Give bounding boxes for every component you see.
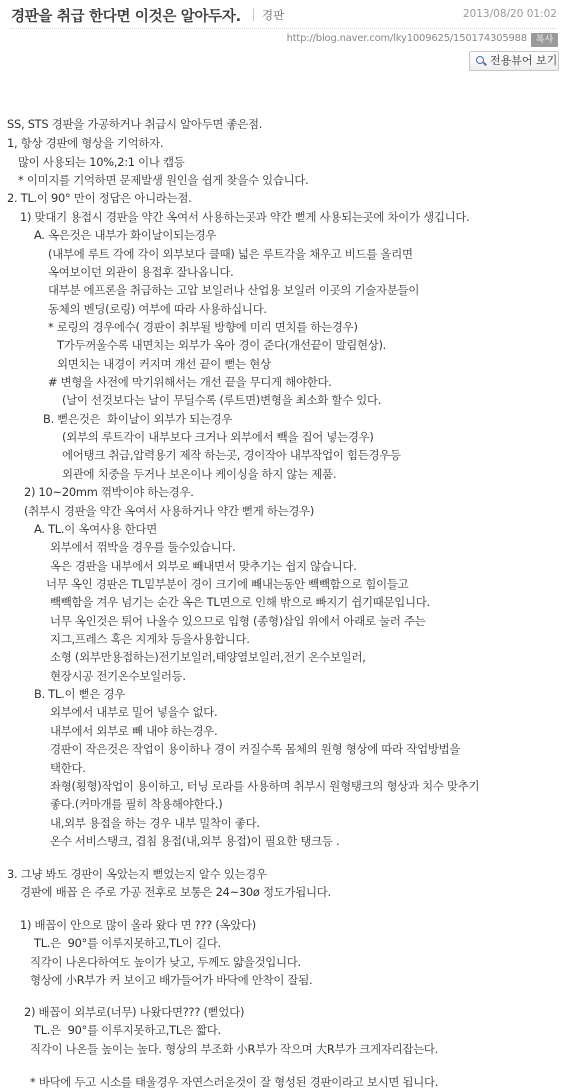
body-line: 많이 사용되는 10%,2:1 이나 캡등 (18, 154, 185, 169)
body-line: A. TL.이 옥여사용 한다면 (34, 521, 158, 536)
body-line: 온수 서비스탱크, 겹침 용접(내,외부 용접)이 필요한 탱크등 . (50, 833, 340, 848)
body-line: 택한다. (50, 760, 86, 775)
body-line: 옥은 경판을 내부에서 외부로 빼내면서 맞추기는 쉽지 않습니다. (50, 558, 357, 573)
body-line: 3. 그냥 봐도 경판이 옥았는지 뻗었는지 알수 있는경우 (7, 866, 267, 881)
body-line: 2) 10~20mm 꺾박이야 하는경우. (24, 485, 194, 500)
body-line: 2. TL.이 90° 만이 정답은 아니라는점. (7, 191, 192, 206)
body-line: 좋다.(커마개를 필히 착용해야한다.) (50, 797, 223, 812)
post-title: 경판을 취급 한다면 이것은 알아두자. (11, 9, 241, 25)
body-line: 동체의 벤딩(로링) 여부에 따라 사용하십니다. (48, 301, 267, 316)
body-line: T가두꺼울수록 내면치는 외부가 옥아 경이 준다(개선끝이 말림현상). (57, 338, 387, 353)
body-line: * 바닥에 두고 시소를 태울경우 자연스러운것이 잘 형성된 경판이라고 보시면 됩니다. (30, 1074, 439, 1089)
body-line: 경판이 작은것은 작업이 용이하나 경이 커질수록 몸체의 원형 형상에 따라 작업방법을 (50, 742, 461, 757)
body-line: 외관에 치중을 두거나 보온이나 케이싱을 하지 않는 제품. (62, 466, 337, 481)
body-line: 너무 옥인것은 튀어 나올수 있으므로 입형 (종형)삽입 위에서 아래로 눌러 주는 (50, 613, 426, 628)
post-category[interactable]: 경판 (262, 8, 285, 22)
body-line: 1) 배꼽이 안으로 많이 올라 왔다 면 ??? (옥았다) (20, 918, 256, 932)
body-line: 너무 옥인 경판은 TL밑부분이 경이 크기에 빼내는동안 빽빽함으로 힘이들고 (46, 576, 409, 591)
copy-url-button[interactable]: 복사 (531, 33, 558, 47)
body-line: 대부분 에프론을 취급하는 고압 보일러나 산업용 보일러 이곳의 기술자분들이 (48, 283, 420, 298)
body-line: 지그,프레스 혹은 지게차 등을사용합니다. (50, 632, 250, 646)
body-line: (취부시 경판을 약간 옥여서 사용하거나 약간 뻗게 하는경우) (24, 503, 315, 518)
body-line: (날이 선것보다는 날이 무딜수록 (루트면)변형을 최소화 할수 있다. (62, 393, 382, 408)
body-line: 옥여보이던 외관이 용접후 잘나옵니다. (48, 264, 234, 279)
body-line: 1) 맞대기 용접시 경판을 약간 옥여서 사용하는곳과 약간 뻗게 사용되는곳에 차이가 생깁니다. (20, 209, 470, 224)
body-line: * 로링의 경우에수( 경판이 취부될 방향에 미리 면치를 하는경우) (48, 319, 358, 334)
body-line: 내부에서 외부로 빼 내야 하는경우. (50, 723, 218, 738)
body-line: 소형 (외부만용접하는)전기보일러,태양열보일러,전기 온수보일러, (50, 650, 366, 665)
body-line: 좌형(횡형)작업이 용이하고, 터닝 로라를 사용하며 취부시 원형탱크의 형상과 치수 맞추기 (50, 778, 480, 793)
body-line: 1, 항상 경판에 형상을 기억하자. (7, 136, 164, 151)
body-line: 빽빽함을 겨우 넘기는 순간 옥은 TL면으로 인해 밖으로 빠지기 쉽기때문입니다. (50, 595, 430, 610)
body-line: 내,외부 용접을 하는 경우 내부 밀착이 좋다. (50, 815, 260, 830)
body-line: 경판에 배꼽 은 주로 가공 전후로 보통은 24~30ø 정도가됩니다. (20, 885, 331, 900)
body-line: # 변형을 사전에 막기위해서는 개선 끝을 무디게 해야한다. (48, 375, 332, 389)
body-line: B. 뻗은것은 화이날이 외부가 되는경우 (43, 411, 233, 426)
body-line: 외면치는 내경이 커지며 개선 끝이 뻗는 현상 (57, 356, 271, 371)
body-line: 직각이 나온다하여도 높이가 낮고, 두께도 얇을것입니다. (30, 954, 301, 969)
body-line: B. TL.이 뻗은 경우 (34, 687, 125, 701)
body-line: 형상에 小R부가 커 보이고 배가들어가 바닥에 안착이 잘됨. (30, 973, 313, 987)
body-line: SS, STS 경판을 가공하거나 취급시 알아두면 좋은점. (7, 117, 263, 131)
body-line: * 이미지를 기억하면 문제발생 원인을 쉽게 찾을수 있습니다. (18, 173, 309, 187)
post-url[interactable]: http://blog.naver.com/lky1009625/150174305988 (286, 33, 527, 44)
body-line: 에어탱크 취급,압력용기 제작 하는곳, 경이작아 내부작업이 힘든경우등 (62, 448, 401, 463)
body-line: 외부에서 꺾박을 경우를 둘수있습니다. (50, 540, 236, 555)
body-line: (내부에 루트 각에 각이 외부보다 클때) 넓은 루트각을 채우고 비드를 올리면 (48, 246, 413, 261)
body-line: 직각이 나온들 높이는 높다. 형상의 부조화 小R부가 작으며 大R부가 크게자리잡는다. (30, 1041, 439, 1056)
body-line: (외부의 루트각이 내부보다 크거나 외부에서 빽을 집어 넣는경우) (62, 430, 374, 444)
body-line: A. 옥은것은 내부가 화이날이되는경우 (34, 228, 217, 243)
body-line: 2) 배꼽이 외부로(너무) 나왔다면??? (뻗었다) (24, 1004, 245, 1019)
post-date: 2013/08/20 01:02 (462, 8, 557, 20)
body-line: 외부에서 내부로 밀어 넣을수 없다. (50, 705, 218, 720)
body-line: TL.은 90°를 이루지못하고,TL은 짧다. (34, 1023, 221, 1038)
body-line: TL.은 90°를 이루지못하고,TL이 길다. (34, 936, 221, 951)
body-line: 현장시공 전기온수보일러등. (50, 668, 186, 683)
viewer-button-label: 전용뷰어 보기 (490, 54, 558, 67)
